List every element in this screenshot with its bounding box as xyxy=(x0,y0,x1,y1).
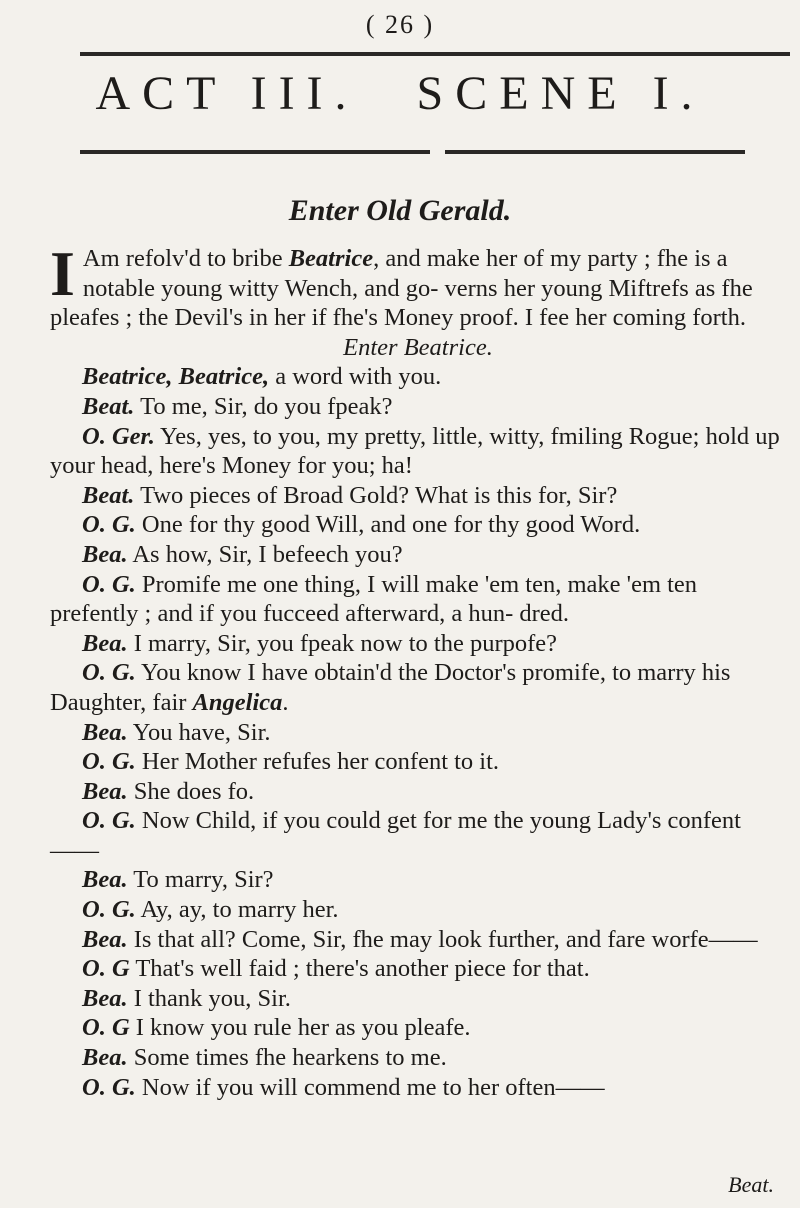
speech-text: That's well faid ; there's another piece for that. xyxy=(129,955,590,983)
speaker-name: O. G. xyxy=(82,659,136,687)
speech-text: a word with you. xyxy=(269,363,442,391)
speaker-name: Bea. xyxy=(82,540,128,568)
speech-text: Now Child, if you could get for me the young Lady's confent—— xyxy=(50,807,741,864)
page-number: ( 26 ) xyxy=(365,10,435,39)
speech-text: You have, Sir. xyxy=(127,718,271,746)
speaker-name: Beat. xyxy=(82,481,135,509)
speech-text: Ay, ay, to marry her. xyxy=(135,896,339,924)
speech-line xyxy=(50,570,786,629)
speaker-name: O. G. xyxy=(82,1073,136,1101)
speech-text: , and make her of my party ; fhe is a notable young witty Wench, and go- verns her young Miftrefs as fhe pleafes ; the Devil's in her if fhe's Money proof. I fee her coming forth. xyxy=(50,245,753,332)
italic-name: Beatrice xyxy=(288,245,374,272)
top-rule xyxy=(80,52,790,56)
opening-speech xyxy=(50,238,786,333)
speaker-name: O. G. xyxy=(82,896,136,924)
speaker-name: O. G. xyxy=(82,807,136,835)
speech-text: To me, Sir, do you fpeak? xyxy=(134,392,393,420)
speech-line xyxy=(50,1043,786,1073)
speech-line xyxy=(50,895,786,925)
speech-line xyxy=(50,1073,786,1103)
speaker-name: O. G. xyxy=(82,748,136,776)
speech-line xyxy=(50,540,786,570)
speaker-name: O. Ger. xyxy=(82,422,155,450)
speaker-name: Bea. xyxy=(82,925,128,953)
speaker-name: O. G xyxy=(82,955,130,983)
speech-line xyxy=(50,925,786,955)
speech-text: Two pieces of Broad Gold? What is this for, Sir? xyxy=(134,481,618,509)
entrance-direction: Enter Old Gerald. xyxy=(288,194,512,227)
italic-name: Angelica xyxy=(192,688,283,716)
speaker-name: Bea. xyxy=(82,629,128,657)
speaker-name: Bea. xyxy=(82,984,128,1012)
speaker-name: Bea. xyxy=(82,866,128,894)
speaker-name: O. G. xyxy=(82,511,136,539)
speech-line xyxy=(50,422,786,481)
speech-text: She does fo. xyxy=(127,777,255,805)
act-scene-heading xyxy=(0,66,800,121)
speech-text: . xyxy=(282,688,289,716)
speech-text: Am refolv'd to bribe xyxy=(82,245,289,272)
speaker-name: O. G xyxy=(82,1014,130,1042)
speech-text: You know I have obtain'd the Doctor's promife, to marry his Daughter, fair xyxy=(50,659,731,716)
speaker-name: Beat. xyxy=(82,392,135,420)
speech-text: I marry, Sir, you fpeak now to the purpofe? xyxy=(127,629,558,657)
scene-title: SCENE I. xyxy=(416,67,705,120)
speech-text: Now if you will commend me to her often—— xyxy=(135,1073,605,1101)
speech-line xyxy=(50,362,786,392)
speech-text: Yes, yes, to you, my pretty, little, witty, fmiling Rogue; hold up your head, here's Money for you; ha! xyxy=(50,422,780,480)
speech-line xyxy=(50,984,786,1014)
speech-line xyxy=(50,1013,786,1043)
speech-text: One for thy good Will, and one for thy good Word. xyxy=(135,511,641,539)
speech-line xyxy=(50,658,786,717)
speech-text: I thank you, Sir. xyxy=(127,984,291,1012)
drop-cap: I xyxy=(50,238,75,309)
speech-line xyxy=(50,865,786,895)
heading-rule-left xyxy=(80,150,430,154)
speech-text: I know you rule her as you pleafe. xyxy=(129,1014,471,1042)
speech-text: To marry, Sir? xyxy=(127,866,274,894)
speech-line xyxy=(50,718,786,748)
speech-line xyxy=(50,481,786,511)
heading-rule-right xyxy=(445,150,745,154)
speaker-name: Bea. xyxy=(82,1044,128,1072)
play-text xyxy=(50,238,786,1102)
speech-line xyxy=(50,747,786,777)
speech-line xyxy=(50,629,786,659)
speaker-name: Beatrice, Beatrice, xyxy=(82,363,270,391)
speech-text: As how, Sir, I befeech you? xyxy=(127,540,403,568)
catchword: Beat. xyxy=(728,1172,774,1197)
speech-text: Promife me one thing, I will make 'em ten, make 'em ten prefently ; and if you fucceed afterward, a hun- dred. xyxy=(50,570,698,628)
speech-line xyxy=(50,392,786,422)
speech-line xyxy=(50,954,786,984)
speech-text: Is that all? Come, Sir, fhe may look further, and fare worfe—— xyxy=(127,925,758,953)
speech-line xyxy=(50,777,786,807)
speech-text: Her Mother refufes her confent to it. xyxy=(135,748,500,776)
speech-line xyxy=(50,510,786,540)
speech-text: Some times fhe hearkens to me. xyxy=(127,1044,447,1072)
act-title: ACT III. xyxy=(95,67,359,120)
speaker-name: O. G. xyxy=(82,570,136,598)
speaker-name: Bea. xyxy=(82,718,128,746)
speech-line xyxy=(50,806,786,865)
speaker-name: Bea. xyxy=(82,777,128,805)
stage-direction: Enter Beatrice. xyxy=(343,333,493,361)
